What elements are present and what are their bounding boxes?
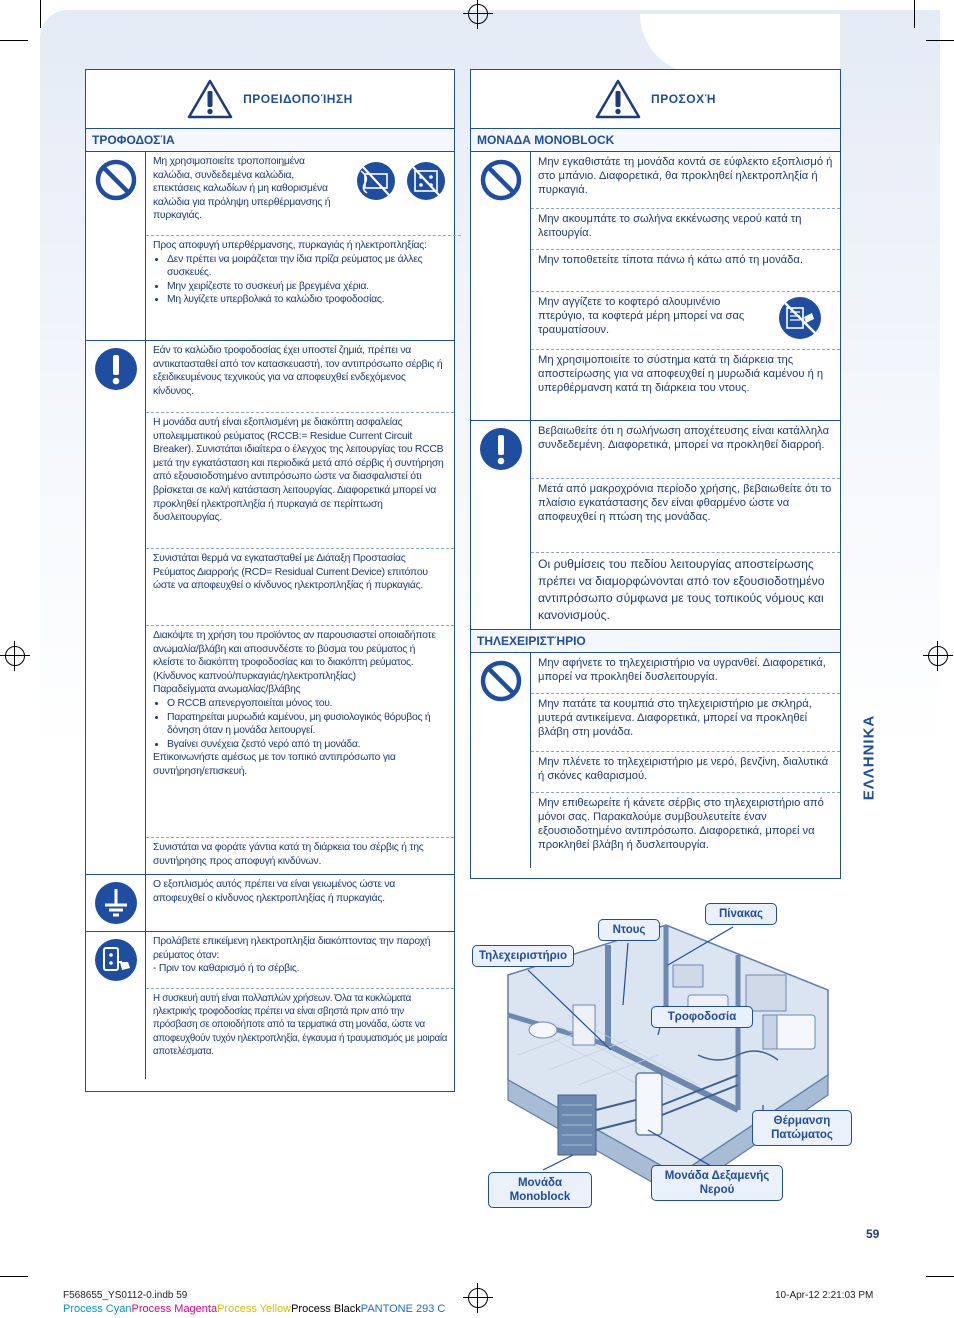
label-monoblock-unit: Μονάδα Monoblock <box>488 1172 592 1208</box>
list-item: Μη χρησιμοποιείτε τροποποιημένα καλώδια, συνδεδεμένα καλώδια, επεκτάσεις καλωδίων ή μη καθορισμένα καλώδια για πρόληψη υπερθέρμανσης ή πυρκαγιάς. <box>146 152 461 236</box>
crop-mark <box>926 40 954 41</box>
prohibition-group <box>471 152 840 421</box>
footer-file-info: F568655_YS0112-0.indb 59 <box>63 1290 188 1301</box>
label-panel: Πίνακας <box>705 903 777 925</box>
crop-mark <box>914 0 915 28</box>
process-magenta-label: Process Magenta <box>131 1303 218 1315</box>
registration-mark-right <box>928 646 948 666</box>
registration-mark-top <box>468 4 488 24</box>
registration-mark-bottom <box>468 1288 488 1308</box>
label-shower: Ντους <box>598 919 660 941</box>
list-item: Μην πλένετε το τηλεχειριστήριο με νερό, βενζίνη, διαλυτικά ή σκόνες καθαρισμού. <box>531 752 840 793</box>
warning-triangle-icon <box>187 79 233 119</box>
unplug-icon <box>94 938 138 982</box>
label-power-supply: Τροφοδοσία <box>651 1006 753 1028</box>
mandatory-group <box>86 341 454 875</box>
section-remote-control: ΤΗΛΕΧΕΙΡΙΣΤΉΡΙΟ <box>471 630 840 653</box>
caution-triangle-icon <box>595 79 641 119</box>
warning-header <box>86 70 454 129</box>
list-item: Η συσκευή αυτή είναι πολλαπλών χρήσεων. Όλα τα κυκλώματα ηλεκτρικής τροφοδοσίας πρέπει να είναι σβηστά πριν από την πρόσβαση σε οποιοδήποτε από τα τερματικά στη μονάδα, ώστε να αποφευχθούν τυχόν ηλεκτροπληξία, έγκαυμα ή τραυματισμός με μοιραία αποτελέσματα. <box>153 993 448 1057</box>
background-curve <box>640 14 840 74</box>
list-item: Μετά από μακροχρόνια περίοδο χρήσης, βεβαιωθείτε ότι το πλαίσιο εγκατάστασης δεν είναι φθαρμένο ώστε να αποφευχθεί η πτώση της μονάδας. <box>531 479 840 553</box>
label-remote-control: Τηλεχειριστήριο <box>472 945 574 967</box>
list-item: Διακόψτε τη χρήση του προϊόντος αν παρουσιαστεί οποιαδήποτε ανωμαλία/βλάβη και αποσυνδέστε το βύσμα του ρεύματος ή κλείστε το διακόπτη τροφοδοσίας και το διακόπτη ρεύματος. (Κίνδυνος καπνού/πυρκαγιάς/ηλεκτροπληξίας) Παραδείγματα ανωμαλίας/βλάβης • Ο RCCB απενεργοποιείται μόνος του. • Παρατηρείται μυρωδιά καμένου, μη φυσιολογικός θόρυβος ή δόνηση όταν η μονάδα λειτουργεί. • Βγαίνει συνέχεια ζεστό νερό από τη μονάδα. Επικοινωνήστε αμέσως με τον τοπικό αντιπρόσωπο για συντήρηση/επισκευή. <box>146 626 454 838</box>
section-power-supply: ΤΡΟΦΟΔΟΣΊΑ <box>86 129 454 152</box>
list-item: Ο εξοπλισμός αυτός πρέπει να είναι γειωμένος ώστε να αποφευχθεί ο κίνδυνος ηλεκτροπληξίας ή πυρκαγιάς. <box>153 879 396 904</box>
section-monoblock-unit: ΜΟΝΑΔΑ MONOBLOCK <box>471 129 840 152</box>
label-water-tank-unit: Μονάδα Δεξαμενής Νερού <box>651 1165 783 1201</box>
crop-mark <box>40 0 41 28</box>
footer-timestamp: 10-Apr-12 2:21:03 PM <box>775 1290 874 1301</box>
mandatory-action-icon <box>479 427 523 471</box>
ground-group <box>86 875 454 932</box>
crop-mark <box>0 40 28 41</box>
crop-mark <box>926 1276 954 1277</box>
list-item: Προς αποφυγή υπερθέρμανσης, πυρκαγιάς ή ηλεκτροπληξίας: • Δεν πρέπει να μοιράζεται την ίδια πρίζα ρεύματος με άλλες συσκευές. • Μην χειρίζεστε το συσκευή με βρεγμένα χέρια. • Μη λυγίζετε υπερβολικά το καλώδιο τροφοδοσίας. <box>146 236 461 340</box>
no-extension-cord-icons <box>355 159 455 203</box>
list-item: Μην αγγίζετε το κοφτερό αλουμινένιο πτερύγιο, τα κοφτερά μέρη μπορεί να σας τραυματίσουν. <box>531 292 840 350</box>
process-black-label: Process Black <box>291 1303 361 1315</box>
list-item: Βεβαιωθείτε ότι η σωλήνωση αποχέτευσης είναι κατάλληλα συνδεδεμένη. Διαφορετικά, μπορεί να προκληθεί διαρροή. <box>531 421 840 479</box>
caution-panel <box>470 69 841 879</box>
list-item: Προλάβετε επικείμενη ηλεκτροπληξία διακόπτοντας την παροχή ρεύματος όταν: - Πριν τον καθαρισμό ή το σέρβις. <box>146 932 454 989</box>
prohibition-icon <box>479 158 523 202</box>
mandatory-action-icon <box>94 347 138 391</box>
caution-header <box>471 70 840 129</box>
caution-title: ΠΡΟΣΟΧΉ <box>651 92 716 106</box>
language-label: ΕΛΛΗΝΙΚΑ <box>860 714 878 801</box>
list-item: Μη χρησιμοποιείτε το σύστημα κατά τη διάρκεια της αποστείρωσης για να αποφευχθεί η μυρωδιά καμένου ή η υπερθέρμανση κατά τη διάρκεια του ντους. <box>538 354 824 394</box>
list-item: Συνιστάται θερμά να εγκατασταθεί με Διάταξη Προστασίας Ρεύματος Διαρροής (RCD= Residual Current Device) επιτόπου ώστε να αποφευχθεί ο κίνδυνος ηλεκτροπληξίας ή πυρκαγιάς. <box>146 549 454 626</box>
no-touch-fin-icon <box>776 295 824 341</box>
unplug-group <box>86 932 454 1079</box>
prohibition-icon <box>479 659 523 703</box>
list-item: Εάν το καλώδιο τροφοδοσίας έχει υποστεί ζημιά, πρέπει να αντικατασταθεί από τον κατασκευαστή, τον αντιπρόσωπο σέρβις ή εξειδικευμένους τεχνικούς για να αποφευχθεί ενδεχόμενος κίνδυνος. <box>146 341 454 413</box>
pantone-label: PANTONE 293 C <box>360 1303 446 1315</box>
prohibition-group <box>86 152 454 341</box>
list-item: Μην πατάτε τα κουμπιά στο τηλεχειριστήριο με σκληρά, μυτερά αντικείμενα. Διαφορετικά, μπορεί να προκληθεί βλάβη στη μονάδα. <box>531 694 840 752</box>
list-item: Μην ακουμπάτε το σωλήνα εκκένωσης νερού κατά τη λειτουργία. <box>531 209 840 250</box>
list-item: Η μονάδα αυτή είναι εξοπλισμένη με διακόπτη ασφαλείας υπολειμματικού ρεύματος (RCCB:= Residue Current Circuit Breaker). Συνιστάται ιδιαίτερα ο έλεγχος της λειτουργίας του RCCB μετά την εγκατάσταση και περιοδικά μετά από σέρβις ή συντήρηση από εξουσιοδοτημένο αντιπρόσωπο ώστε να διασφαλιστεί ότι βρίσκεται σε καλή κατάσταση λειτουργίας. Διαφορετικά μπορεί να προκληθεί ηλεκτροπληξία ή πυρκαγιά σε περίπτωση δυσλειτουργίας. <box>146 413 454 549</box>
crop-mark <box>0 1276 28 1277</box>
list-item: Μην αφήνετε το τηλεχειριστήριο να υγρανθεί. Διαφορετικά, μπορεί να προκληθεί δυσλειτουργία. <box>531 653 840 694</box>
warning-panel <box>85 69 455 1092</box>
mandatory-group <box>471 421 840 630</box>
language-tab <box>858 715 884 805</box>
registration-mark-left <box>5 646 25 666</box>
label-floor-heating: Θέρμανση Πατώματος <box>752 1110 852 1146</box>
list-item: Μην επιθεωρείτε ή κάνετε σέρβις στο τηλεχειριστήριο από μόνοι σας. Παρακαλούμε συμβουλευτείτε έναν εξουσιοδοτημένο αντιπρόσωπο. Διαφορετικά, μπορεί να προκληθεί βλάβη ή δυσλειτουργία. <box>538 797 824 851</box>
list-item: Συνιστάται να φοράτε γάντια κατά τη διάρκεια του σέρβις ή της συντήρησης προς αποφυγή κινδύνων. <box>153 842 424 867</box>
process-yellow-label: Process Yellow <box>217 1303 292 1315</box>
prohibition-group <box>471 653 840 868</box>
process-cyan-label: Process Cyan <box>63 1303 132 1315</box>
list-item: Μην τοποθετείτε τίποτα πάνω ή κάτω από τη μονάδα. <box>531 250 840 292</box>
prohibition-icon <box>94 158 138 202</box>
ground-icon <box>94 881 138 925</box>
footer-process-colors <box>63 1303 445 1315</box>
list-item: Μην εγκαθιστάτε τη μονάδα κοντά σε εύφλεκτο εξοπλισμό ή στο μπάνιο. Διαφορετικά, θα προκληθεί ηλεκτροπληξία ή πυρκαγιά. <box>531 152 840 209</box>
warning-title: ΠΡΟΕΙΔΟΠΟΊΗΣΗ <box>243 92 353 106</box>
list-item: Οι ρυθμίσεις του πεδίου λειτουργίας αποστείρωσης πρέπει να διαμορφώνονται από τον εξουσιοδοτημένο αντιπρόσωπο σύμφωνα με τους τοπικούς νόμους και κανονισμούς. <box>538 557 825 622</box>
page-number: 59 <box>866 1227 880 1241</box>
